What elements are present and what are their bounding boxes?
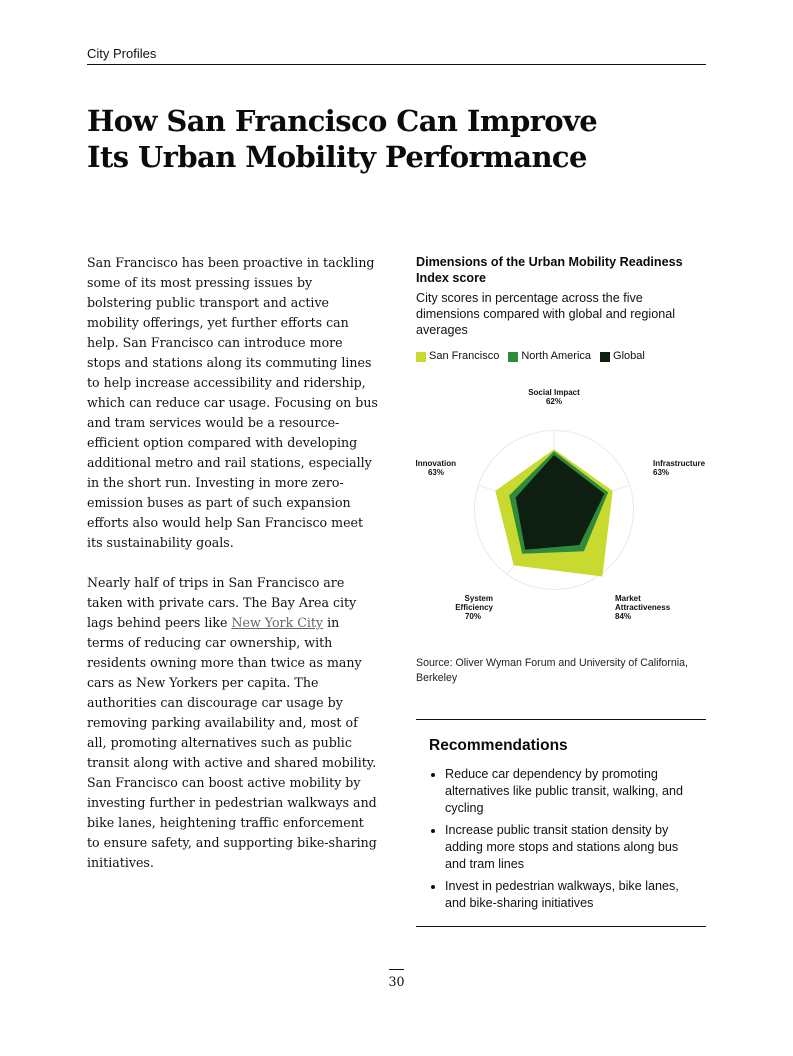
new-york-city-link[interactable]: New York City <box>231 615 324 630</box>
radar-axis-label: Market Attractiveness 84% <box>615 594 671 621</box>
recommendation-item: Invest in pedestrian walkways, bike lanes, and bike-sharing initiatives <box>429 878 696 912</box>
chart-source: Source: Oliver Wyman Forum and University of California, Berkeley <box>416 657 688 684</box>
body-paragraph-2-start: Nearly half of trips in San Francisco are taken with private cars. The Bay Area city lags behind peers like <box>87 575 357 630</box>
legend-swatch-san-francisco <box>416 352 426 362</box>
recommendations-title: Recommendations <box>429 737 568 754</box>
legend-item-north-america <box>508 350 591 363</box>
radar-series <box>496 450 612 576</box>
chart-header <box>416 254 706 363</box>
legend-item-global <box>600 350 645 363</box>
radar-axis-label: Innovation 63% <box>415 459 456 477</box>
radar-axis-label: System Efficiency 70% <box>455 594 493 621</box>
chart-title: Dimensions of the Urban Mobility Readiness Index score <box>416 255 683 285</box>
legend-label-north-america: North America <box>521 350 592 362</box>
radar-chart <box>412 382 712 627</box>
body-paragraph-2-end: in terms of reducing car ownership, with residents owning more than twice as many cars as New Yorkers per capita. The authorities can discourage car usage by removing parking availability and, most of all, promoting alternatives such as public transit along with active and shared mobility. San Francisco can boost active mobility by investing further in pedestrian walkways and bike lanes, heightening traffic enforcement to ensure safety, and supporting bike-sharing initiatives. <box>87 615 377 870</box>
page-number-rule <box>389 969 404 970</box>
legend-label-san-francisco: San Francisco <box>429 350 500 362</box>
recommendation-item: Increase public transit station density by adding more stops and stations along bus and tram lines <box>429 822 696 873</box>
body-text <box>87 253 379 893</box>
section-label: City Profiles <box>87 46 157 61</box>
page-title <box>87 103 647 175</box>
chart-subtitle: City scores in percentage across the five dimensions compared with global and regional averages <box>416 291 676 337</box>
radar-axis-label: Social Impact 62% <box>528 388 580 406</box>
recommendations-list <box>429 766 696 912</box>
page-number: 30 <box>388 974 405 989</box>
legend-swatch-global <box>600 352 610 362</box>
recommendations-box <box>416 719 706 927</box>
legend-item-san-francisco <box>416 350 499 363</box>
header-divider <box>87 64 706 65</box>
body-paragraph-1: San Francisco has been proactive in tackling some of its most pressing issues by bolstering public transport and active mobility offerings, yet further efforts can help. San Francisco can introduce more stops and stations along its commuting lines to help increase accessibility and ridership, which can reduce car usage. Focusing on bus and tram services would be a resource-efficient option compared with developing additional metro and rail stations, especially in the short run. Investing in more zero-emission buses as part of such expansion efforts also would help San Francisco meet its sustainability goals. <box>87 255 378 550</box>
page-title-line-1: How San Francisco Can Improve <box>87 104 598 138</box>
radar-axis-label: Infrastructure 63% <box>653 459 706 477</box>
legend-label-global: Global <box>613 350 645 362</box>
body-paragraph-2 <box>87 573 379 873</box>
chart-legend <box>416 350 706 363</box>
page-title-line-2: Its Urban Mobility Performance <box>87 140 587 174</box>
legend-swatch-north-america <box>508 352 518 362</box>
recommendation-item: Reduce car dependency by promoting alternatives like public transit, walking, and cycling <box>429 766 696 817</box>
